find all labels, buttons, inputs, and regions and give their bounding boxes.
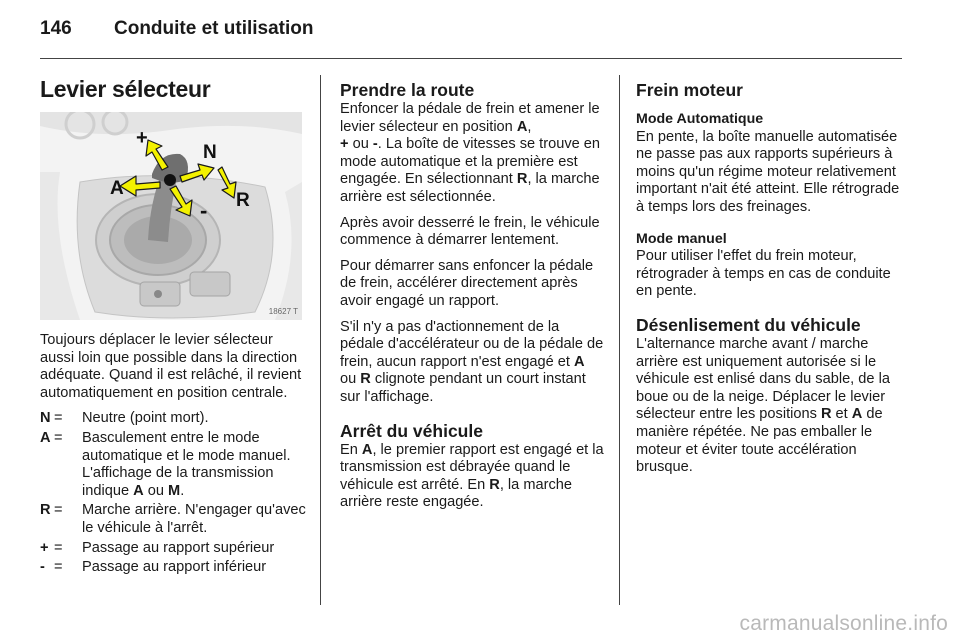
column-divider-1	[320, 75, 321, 605]
gear-lever-figure	[40, 112, 302, 320]
subheading: Mode manuel	[636, 230, 727, 247]
column-3-text	[636, 80, 902, 485]
paragraph: En pente, la boîte manuelle automatisée ne passe pas aux rapports supérieurs à moins qu'un régime moteur relativement important n'ait été atteint. Elle rétrograde à temps lors des freinages.	[636, 128, 900, 215]
section-heading: Frein moteur	[636, 80, 743, 100]
definition-text: Marche arrière. N'engager qu'avec le véhicule à l'arrêt.	[82, 502, 306, 536]
definition-row	[40, 559, 306, 577]
definition-eq: =	[54, 502, 63, 519]
definition-eq: =	[54, 429, 63, 446]
paragraph: Pour utiliser l'effet du frein moteur, rétrograder à temps en cas de conduite en pente.	[636, 248, 891, 300]
definition-eq: =	[54, 410, 63, 427]
section-heading: Désenlisement du véhicule	[636, 314, 861, 335]
definition-list	[40, 410, 306, 576]
header-rule	[40, 58, 902, 59]
watermark-text: carmanualsonline.info	[739, 612, 948, 635]
column-2-text	[340, 80, 604, 520]
definition-key: R	[40, 502, 51, 519]
figure-label-r: R	[236, 190, 250, 211]
definition-key: +	[40, 539, 49, 556]
page-number: 146	[40, 18, 72, 39]
page-title: Levier sélecteur	[40, 76, 211, 102]
paragraph: Après avoir desserré le frein, le véhicule commence à démarrer lentement.	[340, 214, 600, 249]
figure-label-a: A	[110, 178, 124, 199]
definition-text: Passage au rapport inférieur	[82, 559, 267, 576]
section-heading: Arrêt du véhicule	[340, 420, 483, 441]
definition-eq: =	[54, 539, 63, 556]
column-1-text	[40, 332, 306, 579]
definition-key: N	[40, 410, 51, 427]
subheading: Mode Automatique	[636, 111, 764, 127]
page-header	[40, 18, 314, 40]
figure-label-n: N	[203, 142, 217, 163]
section-heading: Prendre la route	[340, 80, 475, 100]
definition-row	[40, 540, 306, 558]
definition-text: Neutre (point mort).	[82, 410, 209, 427]
definition-text: Basculement entre le mode automatique et le mode manuel. L'affichage de la transmission indique A ou M.	[82, 429, 291, 499]
definition-row	[40, 502, 306, 537]
intro-paragraph: Toujours déplacer le levier sélecteur aussi loin que possible dans la direction adéquate. Quand il est relâché, il revient automatiquement en position centrale.	[40, 332, 302, 401]
definition-key: -	[40, 559, 45, 576]
paragraph: L'alternance marche avant / marche arrière est uniquement autorisée si le véhicule est enlisé dans du sable, de la boue ou de la neige. Déplacer le levier sélecteur entre les positions R et A de manière répétée. Ne pas emballer le moteur et éviter toute accélération brusque.	[636, 335, 890, 476]
figure-label-minus: -	[200, 198, 208, 223]
definition-row	[40, 410, 306, 428]
section-title: Conduite et utilisation	[114, 18, 314, 39]
paragraph: En A, le premier rapport est engagé et la transmission est débrayée quand le véhicule est arrêté. En R, la marche arrière reste engagée.	[340, 441, 604, 511]
figure-label-plus: +	[136, 127, 148, 149]
column-divider-2	[619, 75, 620, 605]
definition-key: A	[40, 429, 51, 446]
definition-eq: =	[54, 559, 63, 576]
figure-code: 18627 T	[268, 307, 298, 316]
definition-row	[40, 430, 306, 500]
paragraph: Pour démarrer sans enfoncer la pédale de frein, accélérer directement après avoir engagé un rapport.	[340, 257, 594, 309]
paragraph: Enfoncer la pédale de frein et amener le levier sélecteur en position A, + ou -. La boîte de vitesses se trouve en mode automatique et la première est engagée. En sélectionnant R, la marche arrière est sélectionnée.	[340, 101, 601, 205]
paragraph: S'il n'y a pas d'actionnement de la pédale d'accélérateur ou de la pédale de frein, aucun rapport n'est engagé et A ou R clignote pendant un court instant sur l'affichage.	[340, 318, 604, 405]
definition-text: Passage au rapport supérieur	[82, 539, 275, 556]
